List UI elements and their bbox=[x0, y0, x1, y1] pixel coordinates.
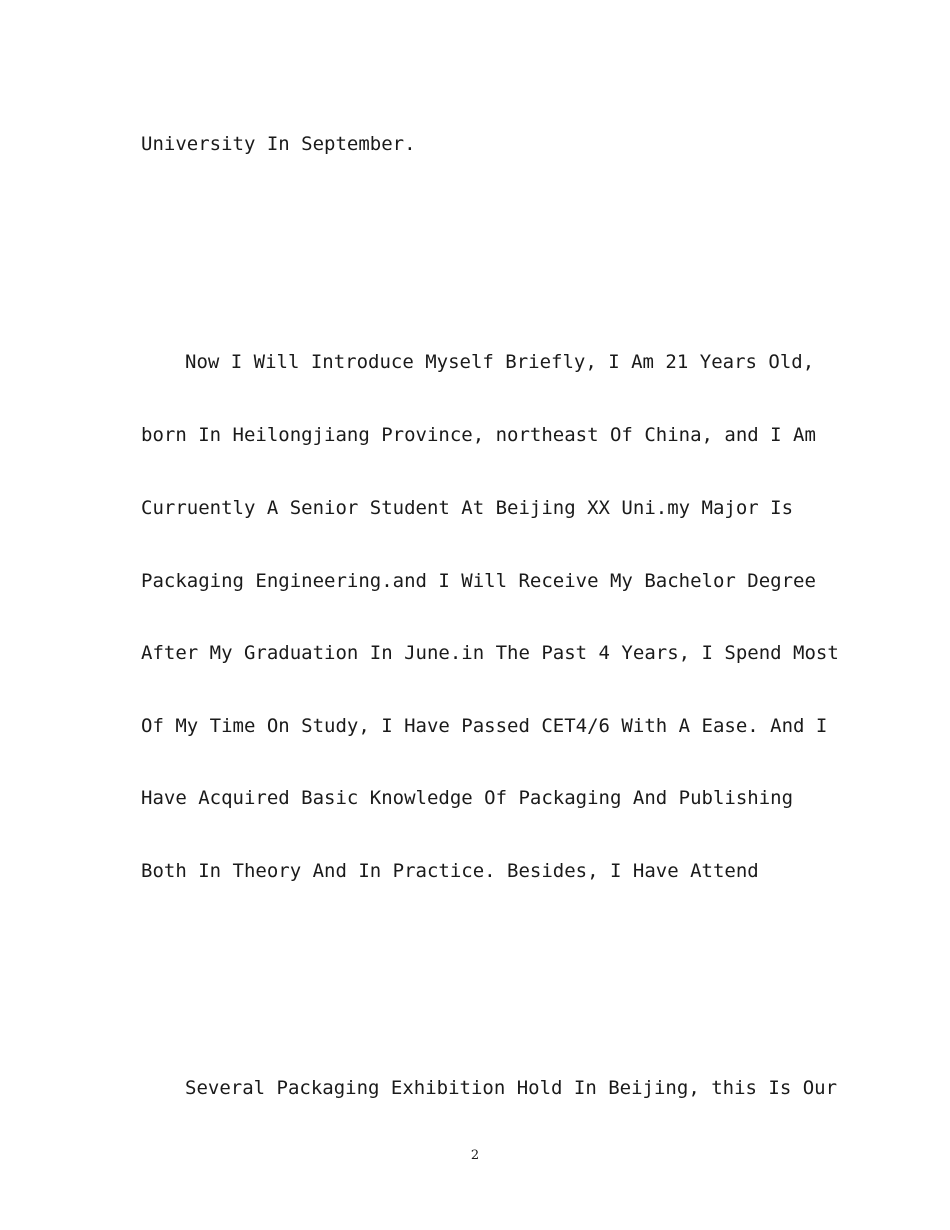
paragraph-2-line-3: Curruently A Senior Student At Beijing XX Uni.my Major Is bbox=[141, 497, 794, 519]
paragraph-2-line-1: Now I Will Introduce Myself Briefly, I Am 21 Years Old, bbox=[185, 351, 815, 373]
page-number: 2 bbox=[470, 1148, 480, 1163]
paragraph-3-start: Several Packaging Exhibition Hold In Beijing, this Is Our bbox=[185, 1077, 838, 1099]
paragraph-2-line-5: After My Graduation In June.in The Past 4 Years, I Spend Most bbox=[141, 642, 839, 664]
paragraph-2-line-4: Packaging Engineering.and I Will Receive My Bachelor Degree bbox=[141, 570, 816, 592]
paragraph-2-line-2: born In Heilongjiang Province, northeast Of China, and I Am bbox=[141, 424, 816, 446]
paragraph-1-tail: University In September. bbox=[141, 133, 416, 155]
paragraph-2-line-8: Both In Theory And In Practice. Besides, I Have Attend bbox=[141, 860, 759, 882]
paragraph-2-line-7: Have Acquired Basic Knowledge Of Packaging And Publishing bbox=[141, 787, 794, 809]
paragraph-2-line-6: Of My Time On Study, I Have Passed CET4/6 With A Ease. And I bbox=[141, 715, 828, 737]
